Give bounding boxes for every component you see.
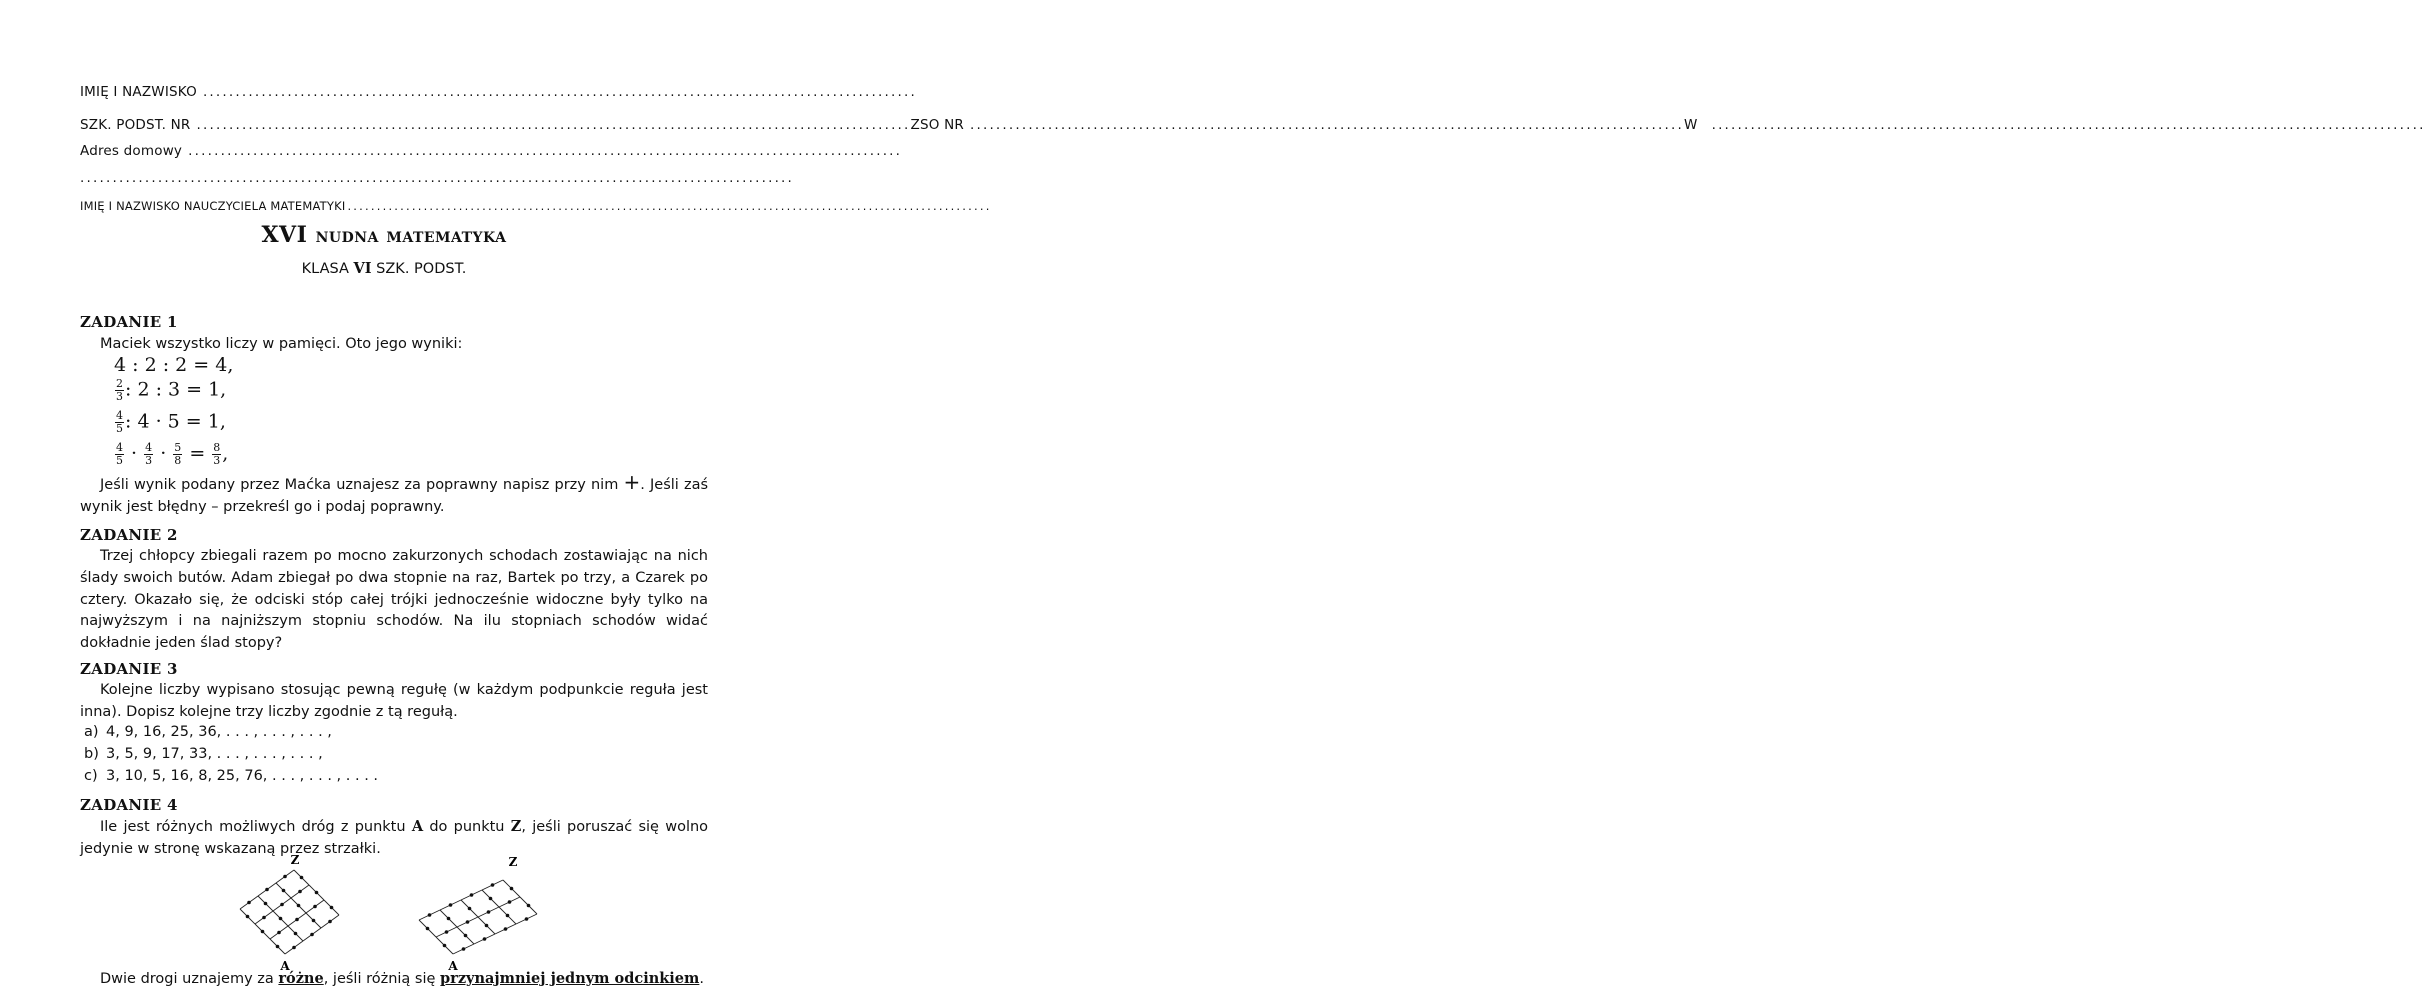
arrow-mark: [310, 933, 314, 937]
arrow-mark: [282, 889, 286, 893]
item-b-seq: 3, 5, 9, 17, 33, . . . , . . . , . . . ,: [106, 746, 323, 762]
task1-eq3: [114, 410, 226, 435]
page-title: [0, 222, 768, 248]
w-label: W: [1684, 117, 1698, 133]
arrow-mark: [246, 915, 250, 919]
arrow-mark: [470, 893, 474, 897]
arrow-mark: [506, 914, 510, 918]
task3-item-c: [84, 768, 378, 784]
arrow-mark: [468, 907, 472, 911]
task3-item-a: [84, 724, 332, 740]
arrow-mark: [447, 917, 451, 921]
arrow-mark: [265, 888, 269, 892]
address-dots-2: ..............................................................................................................: [80, 170, 795, 186]
arrow-mark: [300, 876, 304, 880]
arrow-mark: [510, 887, 514, 891]
final-word: różne: [278, 970, 324, 987]
arrow-mark: [247, 901, 251, 905]
arrow-mark: [491, 883, 495, 887]
item-b-label: b): [84, 746, 99, 762]
arrow-mark: [508, 900, 512, 904]
arrow-mark: [276, 945, 280, 949]
teacher-field[interactable]: [80, 199, 992, 219]
arrow-mark: [312, 919, 316, 923]
task1-intro: Maciek wszystko liczy w pamięci. Oto jego wyniki:: [100, 336, 463, 352]
t4-point-a: A: [411, 818, 424, 835]
task2-text: Trzej chłopcy zbiegali razem po mocno zakurzonych schodach zostawiając na nich ślady swoich butów. Adam zbiegał po dwa stopnie na raz, Bartek po trzy, a Czarek po cztery. Okazało się, że odciski stóp całej trójki jednocześnie widoczne były tylko na najwyższym i na najniższym stopniu schodów. Na ilu stopniach schodów widać dokładnie jeden ślad stopy?: [80, 548, 708, 652]
final-pre: Dwie drogi uznajemy za: [100, 971, 274, 987]
arrow-mark: [264, 902, 268, 906]
task2-heading: ZADANIE 2: [80, 526, 178, 544]
arrow-mark: [462, 947, 466, 951]
task1-eq4: [114, 442, 228, 467]
arrow-mark: [483, 937, 487, 941]
eq3-tail: : 4 · 5 = 1,: [125, 410, 226, 433]
w-dots: ..............................................................................................................: [1711, 117, 2426, 133]
arrow-mark: [315, 891, 319, 895]
dot-2: ·: [160, 442, 167, 465]
arrow-mark: [292, 946, 296, 950]
task3-item-b: [84, 746, 323, 762]
item-a-seq: 4, 9, 16, 25, 36, . . . , . . . , . . . ,: [106, 724, 332, 740]
name-dots: ..............................................................................................................: [202, 84, 917, 100]
school-field[interactable]: [80, 117, 2426, 137]
t4-point-z: Z: [510, 818, 522, 835]
arrow-mark: [297, 904, 301, 908]
task2-text-block: [80, 546, 708, 655]
final-end: .: [699, 971, 704, 987]
task1-eq1: 4 : 2 : 2 = 4,: [114, 354, 234, 376]
arrow-mark: [328, 920, 332, 924]
left-a-label: A: [280, 959, 290, 973]
arrow-mark: [298, 890, 302, 894]
school-dots: ..............................................................................................................: [196, 117, 911, 133]
plus-symbol: +: [623, 470, 641, 494]
subtitle-post: SZK. PODST.: [376, 261, 467, 277]
right-a-label: A: [448, 959, 458, 973]
t4-post: , jeśli poruszać się wolno jedynie w stronę wskazaną przez strzałki.: [80, 819, 709, 857]
zso-label: ZSO NR: [910, 117, 964, 133]
arrow-mark: [485, 924, 489, 928]
arrow-mark: [330, 906, 334, 910]
name-label: IMIĘ I NAZWISKO: [80, 84, 197, 100]
teacher-label: IMIĘ I NAZWISKO NAUCZYCIELA MATEMATYKI: [80, 199, 346, 213]
address-label: Adres domowy: [80, 143, 183, 159]
final-mid: , jeśli różnią się: [323, 971, 436, 987]
frac-c: $\frac{5}{8}$: [174, 441, 182, 467]
eq2-tail: : 2 : 3 = 1,: [125, 378, 227, 401]
task3-heading: ZADANIE 3: [80, 660, 178, 678]
address-field-2[interactable]: [80, 170, 795, 190]
left-z-label: Z: [290, 853, 300, 867]
frac-a: $\frac{4}{5}$: [116, 441, 123, 467]
right-grid: [419, 880, 537, 954]
arrow-mark: [525, 917, 529, 921]
arrow-mark: [283, 875, 287, 879]
arrow-mark: [313, 905, 317, 909]
page-subtitle: [0, 260, 768, 277]
school-label: SZK. PODST. NR: [80, 117, 191, 133]
eq4-equals: =: [189, 442, 206, 465]
t4-mid: do punktu: [429, 819, 505, 835]
address-field[interactable]: [80, 143, 903, 163]
arrow-mark: [428, 913, 432, 917]
frac-b: $\frac{4}{3}$: [145, 441, 153, 467]
eq4-comma: ,: [222, 442, 229, 465]
subtitle-pre: KLASA: [301, 261, 349, 277]
item-c-label: c): [84, 768, 98, 784]
task1-text1: Jeśli wynik podany przez Maćka uznajesz za poprawny napisz przy nim: [100, 477, 619, 493]
address-dots: ..............................................................................................................: [188, 143, 903, 159]
arrow-mark: [527, 904, 531, 908]
arrow-mark: [261, 930, 265, 934]
arrow-mark: [445, 930, 449, 934]
left-grid: [240, 870, 339, 954]
arrow-mark: [504, 927, 508, 931]
task3-text: Kolejne liczby wypisano stosując pewną regułę (w każdym podpunkcie reguła jest inna). Dopisz kolejne trzy liczby zgodnie z tą regułą.: [80, 682, 708, 720]
arrow-mark: [443, 944, 447, 948]
final-bold: przynajmniej jednym odcinkiem: [440, 970, 700, 987]
zso-dots: ..............................................................................................................: [969, 117, 1685, 133]
right-z-label: Z: [508, 855, 518, 869]
arrow-mark: [295, 918, 299, 922]
title-name: nudna matematyka: [315, 223, 507, 247]
arrow-mark: [280, 903, 284, 907]
dot-1: ·: [131, 442, 138, 465]
arrow-mark: [489, 897, 493, 901]
arrow-mark: [277, 931, 281, 935]
arrow-mark: [464, 934, 468, 938]
arrow-mark: [426, 927, 430, 931]
task4-final: [100, 968, 760, 991]
subtitle-grade: VI: [353, 260, 372, 277]
task4-heading: ZADANIE 4: [80, 796, 178, 814]
arrow-mark: [466, 920, 470, 924]
arrow-mark: [294, 932, 298, 936]
task1-text2: . Jeśli zaś wynik jest błędny – przekreśl go i podaj poprawny.: [80, 477, 709, 515]
title-numeral: XVI: [261, 222, 308, 248]
t4-pre: Ile jest różnych możliwych dróg z punktu: [100, 819, 406, 835]
arrow-mark: [449, 903, 453, 907]
frac-d: $\frac{8}{3}$: [213, 441, 221, 467]
task1-heading: ZADANIE 1: [80, 313, 178, 331]
arrow-mark: [262, 916, 266, 920]
frac-2-3: $\frac{2}{3}$: [116, 377, 123, 403]
grid-diagrams: [225, 852, 565, 974]
teacher-dots: ..............................................................................................................: [347, 199, 992, 213]
arrow-mark: [487, 910, 491, 914]
arrow-mark: [279, 917, 283, 921]
name-field[interactable]: [80, 84, 917, 104]
item-c-seq: 3, 10, 5, 16, 8, 25, 76, . . . , . . . , . . . .: [106, 768, 379, 784]
frac-4-5: $\frac{4}{5}$: [116, 409, 123, 435]
task1-eq2: [114, 378, 226, 403]
task1-instruction: [80, 470, 709, 519]
task3-text-block: [80, 680, 708, 724]
item-a-label: a): [84, 724, 99, 740]
